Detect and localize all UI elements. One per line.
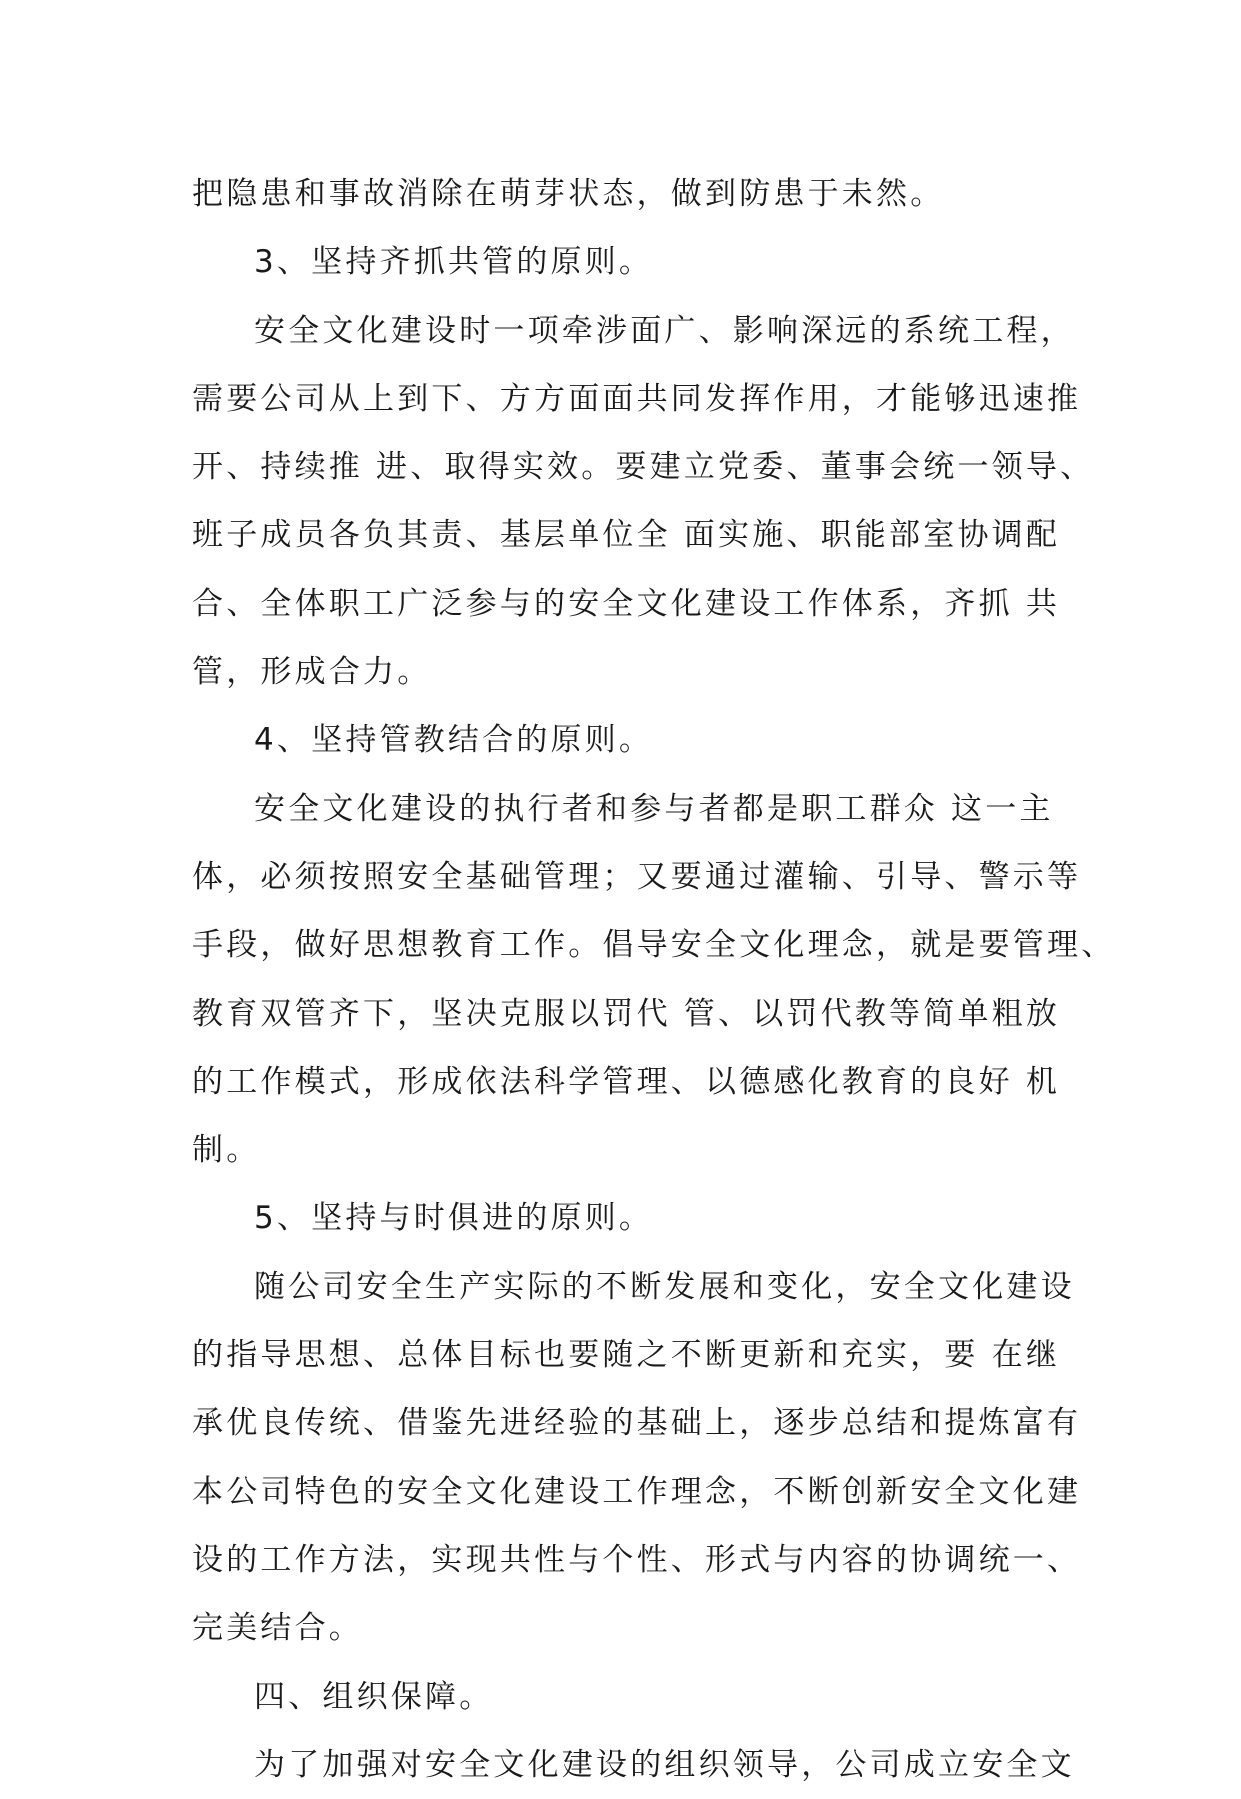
text-line: 承优良传统、借鉴先进经验的基础上，逐步总结和提炼富有 [192, 1405, 1082, 1442]
text-line: 安全文化建设时一项牵涉面广、影响深远的系统工程， [254, 312, 1075, 349]
text-line: 安全文化建设的执行者和参与者都是职工群众 这一主 [254, 790, 1054, 827]
text-line: 制。 [192, 1132, 261, 1169]
text-line: 班子成员各负其责、基层单位全 面实施、职能部室协调配 [192, 517, 1061, 554]
text-line: 完美结合。 [192, 1610, 363, 1647]
text-line: 5、坚持与时俱进的原则。 [254, 1200, 654, 1237]
text-line: 四、组织保障。 [254, 1678, 494, 1715]
text-line: 合、全体职工广泛参与的安全文化建设工作体系，齐抓 共 [192, 585, 1061, 622]
text-line: 本公司特色的安全文化建设工作理念，不断创新安全文化建 [192, 1473, 1082, 1510]
text-line: 开、持续推 进、取得实效。要建立党委、董事会统一领导、 [192, 449, 1095, 486]
text-line: 3、坚持齐抓共管的原则。 [254, 244, 654, 281]
text-line: 设的工作方法，实现共性与个性、形式与内容的协调统一、 [192, 1541, 1082, 1578]
text-line: 手段，做好思想教育工作。倡导安全文化理念，就是要管理、 [192, 927, 1116, 964]
text-line: 体，必须按照安全基础管理；又要通过灌输、引导、警示等 [192, 858, 1082, 895]
text-line: 4、坚持管教结合的原则。 [254, 722, 654, 759]
text-line: 的指导思想、总体目标也要随之不断更新和充实，要 在继 [192, 1337, 1061, 1374]
text-line: 随公司安全生产实际的不断发展和变化，安全文化建设 [254, 1268, 1075, 1305]
body-text [192, 160, 1116, 1799]
text-line: 教育双管齐下，坚决克服以罚代 管、以罚代教等简单粗放 [192, 995, 1061, 1032]
text-line: 的工作模式，形成依法科学管理、以德感化教育的良好 机 [192, 1063, 1061, 1100]
text-line: 为了加强对安全文化建设的组织领导，公司成立安全文 [254, 1746, 1075, 1783]
text-line: 需要公司从上到下、方方面面共同发挥作用，才能够迅速推 [192, 380, 1082, 417]
text-line: 管，形成合力。 [192, 654, 432, 691]
text-line: 把隐患和事故消除在萌芽状态，做到防患于未然。 [192, 176, 945, 212]
